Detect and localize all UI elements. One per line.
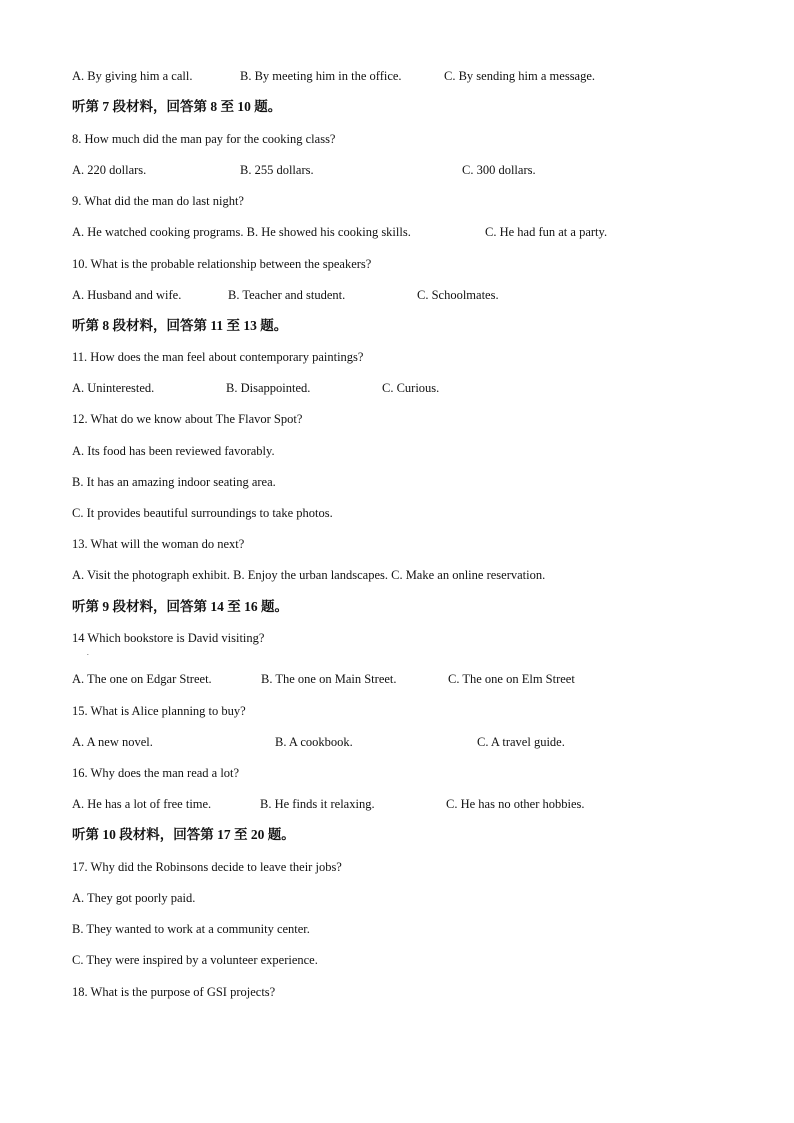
question-line: 8. How much did the man pay for the cooking class?: [72, 132, 336, 146]
question-line: 10. What is the probable relationship between the speakers?: [72, 257, 372, 271]
answer-option: B. By meeting him in the office.: [240, 69, 402, 83]
answer-option: A. By giving him a call.: [72, 69, 193, 83]
question-line: A. They got poorly paid.: [72, 891, 196, 905]
question-line: 14 Which bookstore is David visiting?: [72, 631, 265, 645]
question-line: 17. Why did the Robinsons decide to leave their jobs?: [72, 860, 342, 874]
answer-option: A. He has a lot of free time.: [72, 797, 212, 811]
stray-mark: .: [87, 649, 89, 657]
answer-option: A. 220 dollars.: [72, 163, 147, 177]
section-heading: 听第 8 段材料，回答第 11 至 13 题。: [72, 318, 288, 333]
question-line: C. They were inspired by a volunteer experience.: [72, 953, 318, 967]
question-line: C. It provides beautiful surroundings to take photos.: [72, 506, 333, 520]
answer-option: A. He watched cooking programs. B. He showed his cooking skills.: [72, 225, 411, 239]
answer-option: C. He has no other hobbies.: [446, 797, 585, 811]
question-line: 13. What will the woman do next?: [72, 537, 245, 551]
question-line: 9. What did the man do last night?: [72, 194, 244, 208]
answer-option: B. Teacher and student.: [228, 288, 346, 302]
question-line: 18. What is the purpose of GSI projects?: [72, 985, 276, 999]
question-line: B. They wanted to work at a community center.: [72, 922, 310, 936]
answer-option: A. A new novel.: [72, 735, 153, 749]
answer-option: C. He had fun at a party.: [485, 225, 608, 239]
answer-option: A. Uninterested.: [72, 381, 155, 395]
question-line: A. Visit the photograph exhibit. B. Enjoy the urban landscapes. C. Make an online reservation.: [72, 568, 546, 582]
section-heading: 听第 7 段材料，回答第 8 至 10 题。: [72, 99, 282, 114]
section-heading: 听第 10 段材料，回答第 17 至 20 题。: [72, 827, 295, 842]
answer-option: B. A cookbook.: [275, 735, 353, 749]
answer-option: C. Curious.: [382, 381, 440, 395]
question-line: B. It has an amazing indoor seating area.: [72, 475, 276, 489]
question-line: 12. What do we know about The Flavor Spot?: [72, 412, 303, 426]
answer-option: C. The one on Elm Street: [448, 672, 575, 686]
question-line: 11. How does the man feel about contemporary paintings?: [72, 350, 364, 364]
answer-option: C. A travel guide.: [477, 735, 565, 749]
answer-option: A. The one on Edgar Street.: [72, 672, 212, 686]
answer-option: C. 300 dollars.: [462, 163, 536, 177]
question-line: 15. What is Alice planning to buy?: [72, 704, 246, 718]
answer-option: C. By sending him a message.: [444, 69, 596, 83]
answer-option: B. The one on Main Street.: [261, 672, 397, 686]
question-line: A. Its food has been reviewed favorably.: [72, 444, 275, 458]
section-heading: 听第 9 段材料，回答第 14 至 16 题。: [72, 599, 288, 614]
answer-option: B. Disappointed.: [226, 381, 311, 395]
question-line: 16. Why does the man read a lot?: [72, 766, 240, 780]
answer-option: C. Schoolmates.: [417, 288, 499, 302]
answer-option: A. Husband and wife.: [72, 288, 182, 302]
answer-option: B. He finds it relaxing.: [260, 797, 375, 811]
answer-option: B. 255 dollars.: [240, 163, 314, 177]
